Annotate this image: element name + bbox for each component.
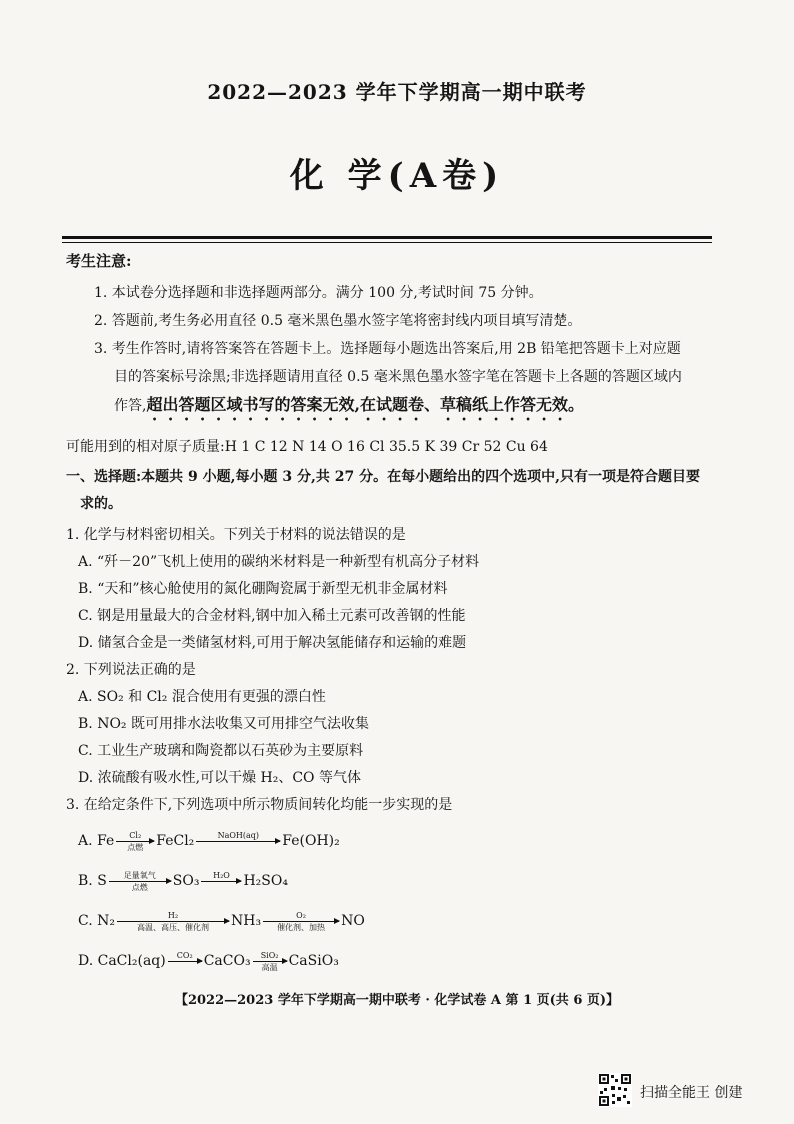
eq-product: CaSiO₃: [288, 952, 339, 969]
arrow-reagent: H₂O: [213, 870, 230, 880]
header-rule-thick: [62, 236, 712, 239]
arrow-line: [263, 921, 339, 922]
question-2: [66, 657, 716, 792]
arrow-reagent: H₂: [167, 910, 179, 920]
arrow-condition: 高温: [261, 962, 278, 972]
reaction-arrow: [116, 830, 154, 853]
notice-emphasis: 超出答题区域书写的答案无效,在试题卷、草稿纸上作答无效。: [146, 395, 585, 414]
arrow-line: [201, 881, 241, 882]
notice-item-2: 2. 答题前,考生务必用直径 0.5 毫米黑色墨水签字笔将密封线内项目填写清楚。: [94, 313, 582, 329]
arrow-line: [109, 881, 171, 882]
arrow-reagent: SiO₂: [260, 950, 279, 960]
page-footer: 【2022—2023 学年下学期高一期中联考 · 化学试卷 A 第 1 页(共 6 页)】: [174, 993, 620, 1008]
option-b: B. NO₂ 既可用排水法收集又可用排空气法收集: [78, 716, 369, 732]
eq-start: C. N₂: [78, 912, 115, 929]
candidate-notice: [66, 250, 716, 424]
exam-title: 2022—2023 学年下学期高一期中联考: [207, 80, 587, 104]
notice-item-3-tail: 作答,: [114, 398, 147, 414]
reaction-arrow: [253, 950, 287, 973]
eq-intermediate: SO₃: [172, 872, 200, 889]
arrow-condition: 催化剂、加热: [277, 922, 326, 932]
questions: [66, 434, 716, 981]
notice-item-3-line1: 3. 考生作答时,请将答案答在答题卡上。选择题每小题选出答案后,用 2B 铅笔把答题卡上对应题: [94, 341, 681, 357]
section-heading: 一、选择题:本题共 9 小题,每小题 3 分,共 27 分。在每小题给出的四个选项中,只有一项是符合题目要: [66, 469, 700, 485]
question-3: [66, 792, 716, 981]
notice-item-3-line3: [94, 391, 716, 424]
arrow-condition: 点燃: [131, 882, 148, 892]
scanner-watermark: 扫描全能王 创建: [640, 1085, 743, 1101]
notice-item-3-line2: 目的答案标号涂黑;非选择题请用直径 0.5 毫米黑色墨水签字笔在答题卡上各题的答题区域内: [114, 369, 682, 385]
reaction-arrow: [117, 910, 229, 933]
arrow-condition: 高温、高压、催化剂: [136, 922, 209, 932]
option-c-equation: [66, 901, 716, 941]
eq-intermediate: NH₃: [230, 912, 262, 929]
option-d-equation: [66, 941, 716, 981]
qr-code-icon: [598, 1073, 632, 1107]
atomic-masses: 可能用到的相对原子质量:H 1 C 12 N 14 O 16 Cl 35.5 K 39 Cr 52 Cu 64: [66, 439, 548, 455]
question-1: [66, 522, 716, 657]
eq-start: A. Fe: [78, 832, 115, 849]
arrow-reagent: 足量氧气: [123, 870, 156, 880]
arrow-line: [196, 841, 280, 842]
arrow-line: [168, 961, 202, 962]
arrow-line: [116, 841, 154, 842]
option-a: A. SO₂ 和 Cl₂ 混合使用有更强的漂白性: [78, 689, 326, 705]
header-rule-thin: [62, 242, 712, 243]
reaction-arrow: [196, 830, 280, 853]
arrow-condition: 点燃: [127, 842, 144, 852]
arrow-reagent: O₂: [296, 910, 306, 920]
reaction-arrow: [263, 910, 339, 933]
arrow-line: [117, 921, 229, 922]
eq-product: NO: [341, 912, 365, 929]
arrow-line: [253, 961, 287, 962]
option-b: B. “天和”核心舱使用的氮化硼陶瓷属于新型无机非金属材料: [78, 581, 448, 597]
notice-item-3: [66, 335, 716, 424]
option-d: D. 储氢合金是一类储氢材料,可用于解决氢能储存和运输的难题: [78, 635, 467, 651]
question-stem: 1. 化学与材料密切相关。下列关于材料的说法错误的是: [66, 527, 406, 543]
section-heading-cont: 求的。: [80, 496, 122, 512]
notice-label: 考生注意:: [66, 252, 132, 270]
eq-intermediate: FeCl₂: [156, 832, 195, 849]
option-a: A. “歼－20”飞机上使用的碳纳米材料是一种新型有机高分子材料: [78, 554, 480, 570]
option-d: D. 浓硫酸有吸水性,可以干燥 H₂、CO 等气体: [78, 770, 361, 786]
reaction-arrow: [168, 950, 202, 973]
option-c: C. 钢是用量最大的合金材料,钢中加入稀土元素可改善钢的性能: [78, 608, 466, 624]
eq-product: H₂SO₄: [243, 872, 288, 889]
eq-start: B. S: [78, 872, 107, 889]
subject-title: 化 学(A卷): [289, 156, 505, 196]
question-stem: 2. 下列说法正确的是: [66, 662, 196, 678]
arrow-reagent: Cl₂: [129, 830, 142, 840]
option-a-equation: [66, 821, 716, 861]
eq-intermediate: CaCO₃: [203, 952, 251, 969]
eq-product: Fe(OH)₂: [282, 832, 340, 849]
arrow-reagent: NaOH(aq): [217, 830, 260, 840]
option-c: C. 工业生产玻璃和陶瓷都以石英砂为主要原料: [78, 743, 364, 759]
eq-start: D. CaCl₂(aq): [78, 952, 166, 969]
reaction-arrow: [201, 870, 241, 893]
arrow-reagent: CO₂: [176, 950, 193, 960]
notice-item-1: 1. 本试卷分选择题和非选择题两部分。满分 100 分,考试时间 75 分钟。: [94, 285, 543, 301]
question-stem: 3. 在给定条件下,下列选项中所示物质间转化均能一步实现的是: [66, 797, 453, 813]
option-b-equation: [66, 861, 716, 901]
reaction-arrow: [109, 870, 171, 893]
